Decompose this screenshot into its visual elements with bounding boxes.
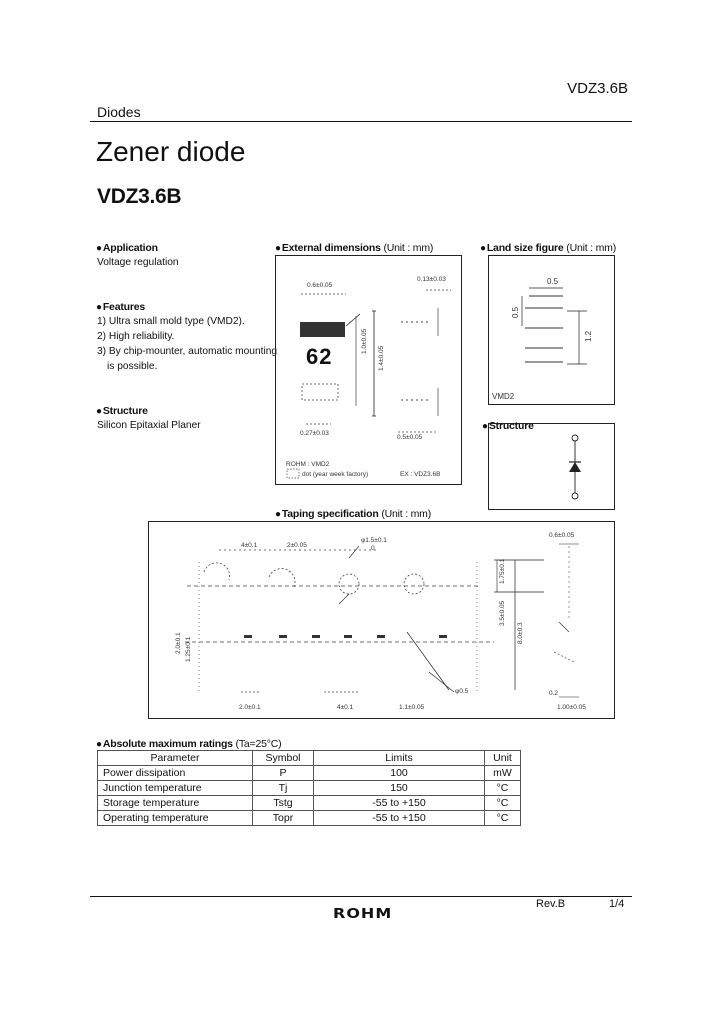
structure-right-heading: ●Structure [482,420,534,432]
dim-label: 0.6±0.05 [307,282,333,289]
col-limits: Limits [314,751,485,766]
header-part-number: VDZ3.6B [567,80,628,97]
package-note: ROHM : VMD2 [286,461,330,468]
dim-label: 1.4±0.05 [378,345,385,371]
taping-dim-label: 1.25±0.1 [185,636,192,662]
ratings-table [97,750,521,826]
limits-cell: -55 to +150 [314,796,485,811]
dot-note: dot (year week factory) [302,471,369,478]
taping-dim-label: 0 [371,545,375,552]
dim-label: 0.13±0.03 [417,276,446,283]
land-dim-label: 0.5 [511,306,520,318]
dim-label: 1.0±0.05 [361,328,368,354]
taping-heading: ●Taping specification (Unit : mm) [275,508,432,520]
land-dim-label: 0.5 [547,277,559,286]
taping-box [148,521,615,719]
table-row [98,766,521,781]
unit-cell: °C [485,811,521,826]
taping-dim-label: 1.00±0.05 [557,704,586,711]
features-heading: ●Features [96,301,146,313]
application-text: Voltage regulation [97,257,179,268]
symbol-cell: Tj [253,781,314,796]
table-row [98,781,521,796]
example-note: EX : VDZ3.6B [400,471,441,478]
taping-dim-label: 4±0.1 [337,704,354,711]
taping-dim-label: 2±0.05 [287,542,307,549]
col-parameter: Parameter [98,751,253,766]
dim-label: 0.27±0.03 [300,430,329,437]
rohm-logo: ROHM [333,905,393,922]
structure-text: Silicon Epitaxial Planer [97,420,201,431]
parameter-cell: Storage temperature [98,796,253,811]
taping-dim-label: φ0.5 [455,688,469,695]
unit-cell: mW [485,766,521,781]
page-title: Zener diode [96,136,246,167]
feature-item: 3) By chip-mounter, automatic mounting [97,346,278,357]
table-row [98,796,521,811]
revision-label: Rev.B [536,898,566,910]
symbol-cell: Tstg [253,796,314,811]
unit-cell: °C [485,796,521,811]
taping-dim-label: 2.0±0.1 [175,632,182,654]
part-title: VDZ3.6B [97,185,182,208]
page-number: 1/4 [609,898,625,910]
header-category: Diodes [97,104,141,120]
limits-cell: 100 [314,766,485,781]
col-symbol: Symbol [253,751,314,766]
land-size-heading: ●Land size figure (Unit : mm) [480,242,617,254]
feature-item: is possible. [107,361,158,372]
external-dimensions-heading: ●External dimensions (Unit : mm) [275,242,434,254]
taping-drawing [149,522,614,718]
parameter-cell: Junction temperature [98,781,253,796]
land-size-box [488,255,615,405]
limits-cell: -55 to +150 [314,811,485,826]
application-heading: ●Application [96,242,158,254]
feature-item: 2) High reliability. [97,331,175,342]
parameter-cell: Power dissipation [98,766,253,781]
dim-label: 0.5±0.05 [397,434,423,441]
taping-dim-label: 0.6±0.05 [549,532,575,539]
taping-dim-label: 3.5±0.05 [499,600,506,626]
taping-dim-label: φ1.5±0.1 [361,537,387,544]
symbol-cell: P [253,766,314,781]
taping-dim-label: 4±0.1 [241,542,258,549]
taping-dim-label: 1.75±0.1 [499,558,506,584]
taping-dim-label: 0.2 [549,690,559,697]
device-marking: 62 [306,344,333,369]
taping-dim-label: 8.0±0.3 [517,622,524,644]
external-dimensions-drawing [276,256,461,484]
footer-rule [90,896,632,897]
land-package-label: VMD2 [492,392,515,401]
ratings-heading: ●Absolute maximum ratings (Ta=25°C) [96,738,282,750]
header-rule [90,121,632,122]
table-row [98,811,521,826]
diode-symbol-icon [489,424,614,509]
ratings-header-row [98,751,521,766]
limits-cell: 150 [314,781,485,796]
external-dimensions-box [275,255,462,485]
structure-heading: ●Structure [96,405,148,417]
land-dim-label: 1.2 [584,330,593,342]
parameter-cell: Operating temperature [98,811,253,826]
taping-dim-label: 1.1±0.05 [399,704,425,711]
taping-dim-label: 2.0±0.1 [239,704,261,711]
unit-cell: °C [485,781,521,796]
structure-box [488,423,615,510]
feature-item: 1) Ultra small mold type (VMD2). [97,316,245,327]
symbol-cell: Topr [253,811,314,826]
col-unit: Unit [485,751,521,766]
